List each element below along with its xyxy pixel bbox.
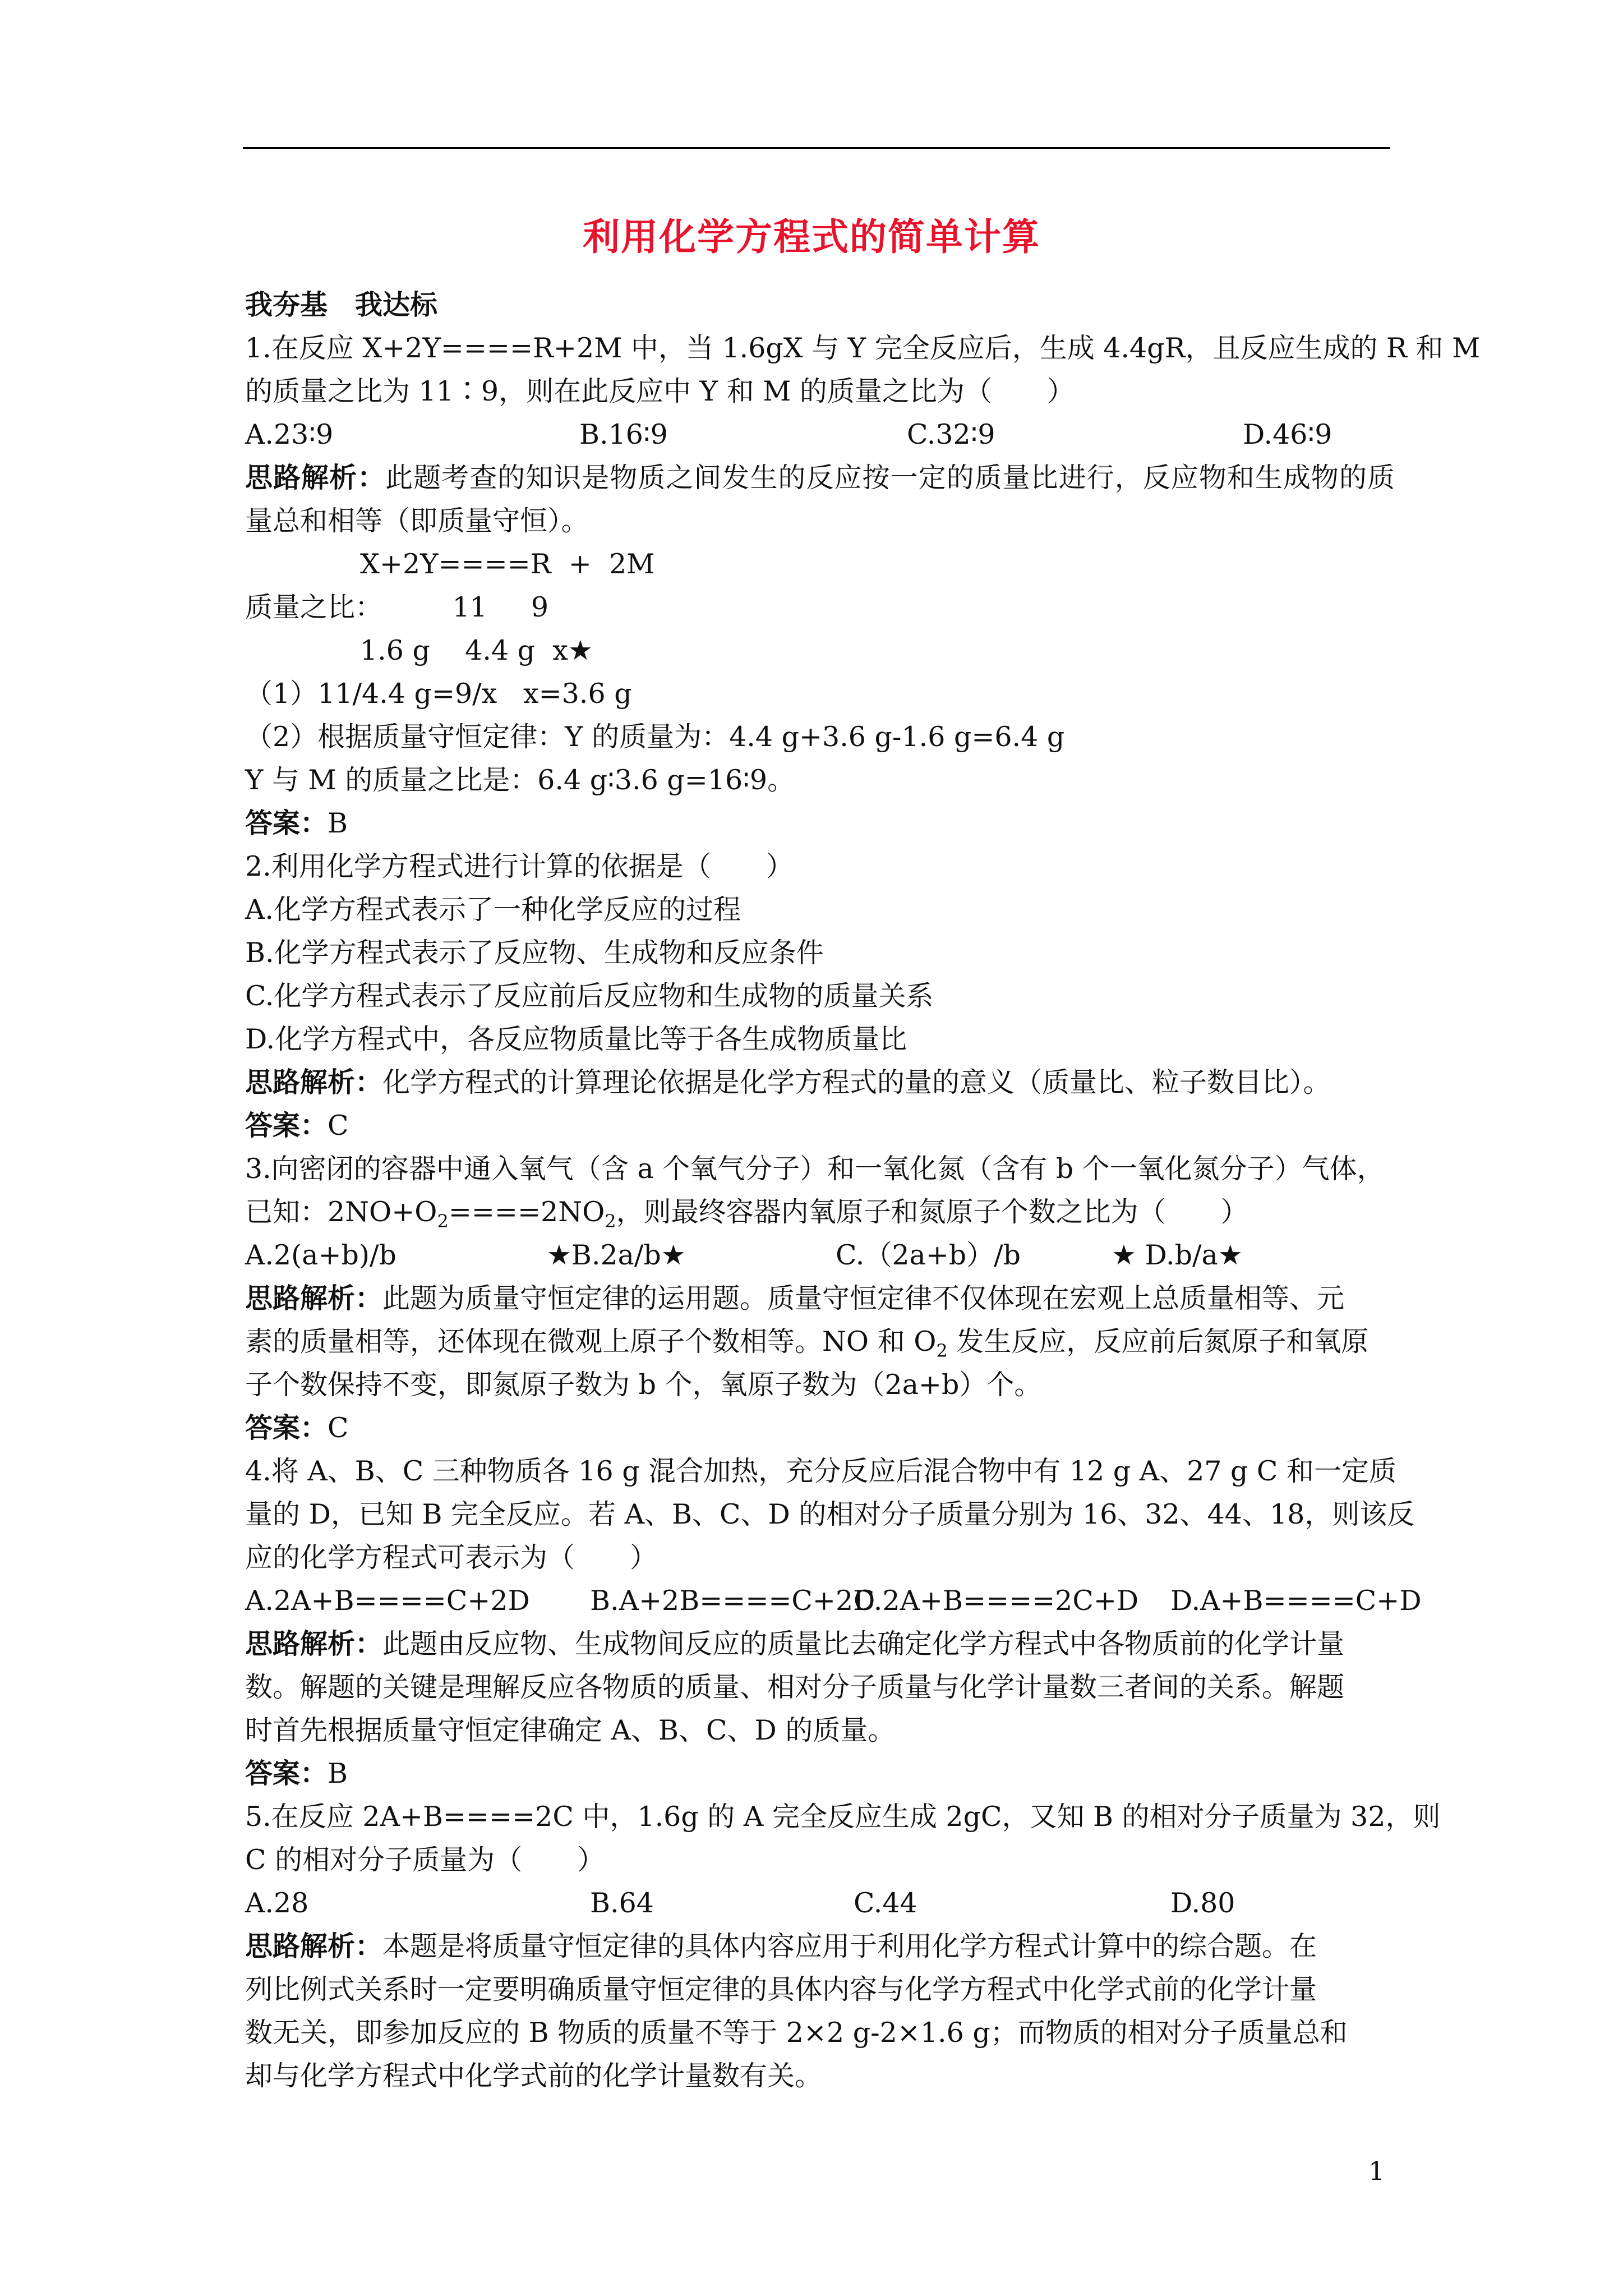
q3-stem-line-1: 3.向密闭的容器中通入氧气（含 a 个氧气分子）和一氧化氮（含有 b 个一氧化氮分子）气体，: [245, 1153, 1385, 1185]
q3-analysis-text-2b: 发生反应，反应前后氮原子和氧原: [947, 1326, 1369, 1358]
q5-option-a: A.28: [245, 1887, 309, 1919]
q1-work-conclusion: Y 与 M 的质量之比是：6.4 g∶3.6 g=16∶9。: [245, 764, 795, 796]
q2-analysis-label: 思路解析：: [245, 1066, 383, 1098]
q4-analysis-line-2: 数。解题的关键是理解反应各物质的质量、相对分子质量与化学计量数三者间的关系。解题: [245, 1671, 1345, 1703]
q1-answer: [245, 802, 1395, 845]
q5-options: [245, 1881, 1395, 1925]
q4-option-b: B.A+2B====C+2D: [590, 1585, 875, 1617]
q3-equation-subscript-2: 2: [605, 1210, 616, 1232]
document-body: [245, 283, 1481, 2097]
q4-answer-value: B: [328, 1757, 348, 1789]
q2-analysis-text: 化学方程式的计算理论依据是化学方程式的量的意义（质量比、粒子数目比）。: [382, 1066, 1331, 1098]
q1-work-equation: X+2Y====R + 2M: [360, 548, 655, 580]
q5-stem-line-1: 5.在反应 2A+B====2C 中，1.6g 的 A 完全反应生成 2gC，又知 B 的相对分子质量为 32，则: [245, 1801, 1441, 1833]
q3-stem-line-2: [245, 1190, 1395, 1234]
q3-options: [245, 1234, 1395, 1277]
q3-analysis-line-2: [245, 1320, 1395, 1363]
q1-answer-value: B: [328, 807, 348, 839]
q4-analysis-line-1: [245, 1622, 1395, 1665]
q3-equation-part-2: ====2NO: [448, 1196, 605, 1228]
q2-option-c: C.化学方程式表示了反应前后反应物和生成物的质量关系: [245, 980, 934, 1012]
q2-option-a: A.化学方程式表示了一种化学反应的过程: [245, 894, 741, 926]
q1-work-step-1: （1）11/4.4 g=9/x x=3.6 g: [245, 678, 632, 710]
q5-option-c: C.44: [854, 1887, 917, 1919]
q5-option-b: B.64: [590, 1887, 654, 1919]
q1-answer-label: 答案：: [245, 807, 328, 839]
q5-analysis-label: 思路解析：: [245, 1930, 383, 1962]
page-number: 1: [1368, 2156, 1385, 2186]
q4-option-d: D.A+B====C+D: [1170, 1585, 1422, 1617]
q3-option-b: ★B.2a/b★: [547, 1239, 686, 1271]
q1-analysis: [245, 456, 1395, 542]
q4-analysis-text-1: 此题由反应物、生成物间反应的质量比去确定化学方程式中各物质前的化学计量: [382, 1628, 1345, 1660]
q5-analysis-line-2: 列比例式关系时一定要明确质量守恒定律的具体内容与化学方程式中化学式前的化学计量: [245, 1973, 1317, 2005]
q3-analysis-text-1: 此题为质量守恒定律的运用题。质量守恒定律不仅体现在宏观上总质量相等、元: [382, 1282, 1345, 1314]
q5-analysis-text-1: 本题是将质量守恒定律的具体内容应用于利用化学方程式计算中的综合题。在: [382, 1930, 1317, 1962]
q4-stem-line-1: 4.将 A、B、C 三种物质各 16 g 混合加热，充分反应后混合物中有 12 g A、27 g C 和一定质: [245, 1455, 1397, 1487]
q1-analysis-label: 思路解析：: [245, 462, 386, 494]
q1-option-c: C.32∶9: [907, 418, 995, 450]
q1-analysis-text: 此题考查的知识是物质之间发生的反应按一定的质量比进行，反应物和生成物的质量总和相等（即质量守恒）。: [245, 462, 1395, 537]
q1-stem-line-1: 1.在反应 X+2Y====R+2M 中，当 1.6gX 与 Y 完全反应后，生成 4.4gR，且反应生成的 R 和 M: [245, 332, 1481, 364]
q3-equation-part-1: 已知：2NO+O: [245, 1196, 437, 1228]
q1-option-d: D.46∶9: [1243, 418, 1332, 450]
q3-answer: [245, 1406, 1395, 1450]
q3-option-c: C.（2a+b）/b: [836, 1239, 1021, 1271]
q2-answer-value: C: [328, 1110, 349, 1142]
q2-option-b: B.化学方程式表示了反应物、生成物和反应条件: [245, 937, 824, 969]
q4-answer: [245, 1752, 1395, 1795]
q4-option-a: A.2A+B====C+2D: [245, 1585, 530, 1617]
header-rule: [243, 147, 1390, 149]
q5-stem-line-2: C 的相对分子质量为（ ）: [245, 1844, 605, 1876]
q3-analysis-line-1: [245, 1277, 1395, 1320]
q4-analysis-line-3: 时首先根据质量守恒定律确定 A、B、C、D 的质量。: [245, 1714, 896, 1746]
q2-analysis: [245, 1061, 1395, 1104]
q1-work-masses: 1.6 g 4.4 g x★: [360, 634, 593, 666]
q4-options: [245, 1579, 1422, 1622]
q1-stem-line-2: 的质量之比为 11∶9，则在此反应中 Y 和 M 的质量之比为（ ）: [245, 375, 1075, 407]
q3-analysis-line-3: 子个数保持不变，即氮原子数为 b 个，氧原子数为（2a+b）个。: [245, 1369, 1042, 1401]
q3-answer-value: C: [328, 1412, 349, 1444]
q3-option-a: A.2(a+b)/b: [245, 1239, 396, 1271]
q5-analysis-line-4: 却与化学方程式中化学式前的化学计量数有关。: [245, 2060, 823, 2092]
q2-answer-label: 答案：: [245, 1110, 328, 1142]
q4-stem-line-3: 应的化学方程式可表示为（ ）: [245, 1542, 658, 1573]
q3-answer-label: 答案：: [245, 1412, 328, 1444]
q1-option-a: A.23∶9: [245, 418, 334, 450]
q3-equation-subscript-1: 2: [437, 1210, 449, 1232]
q1-work-ratio: 质量之比： 11 9: [245, 591, 549, 623]
q3-analysis-text-2a: 素的质量相等，还体现在微观上原子个数相等。NO 和 O: [245, 1326, 937, 1358]
q4-answer-label: 答案：: [245, 1757, 328, 1789]
q5-analysis-line-1: [245, 1925, 1395, 1968]
q1-option-b: B.16∶9: [579, 418, 668, 450]
q5-option-d: D.80: [1170, 1887, 1235, 1919]
q3-option-d: ★ D.b/a★: [1112, 1239, 1243, 1271]
q1-options: [245, 413, 1395, 456]
q2-stem: 2.利用化学方程式进行计算的依据是（ ）: [245, 850, 794, 882]
q4-option-c: C.2A+B====2C+D: [854, 1585, 1139, 1617]
q2-answer: [245, 1104, 1395, 1147]
q1-work-step-2: （2）根据质量守恒定律：Y 的质量为：4.4 g+3.6 g-1.6 g=6.4 g: [245, 721, 1065, 753]
q3-stem-question: ，则最终容器内氧原子和氮原子个数之比为（ ）: [616, 1196, 1248, 1228]
page-title: 利用化学方程式的简单计算: [583, 215, 1040, 259]
q2-option-d: D.化学方程式中，各反应物质量比等于各生成物质量比: [245, 1023, 907, 1055]
q4-stem-line-2: 量的 D，已知 B 完全反应。若 A、B、C、D 的相对分子质量分别为 16、32、44、18，则该反: [245, 1498, 1415, 1530]
section-heading: 我夯基 我达标: [245, 289, 438, 321]
q4-analysis-label: 思路解析：: [245, 1628, 383, 1660]
q5-analysis-line-3: 数无关，即参加反应的 B 物质的质量不等于 2×2 g-2×1.6 g；而物质的相对分子质量总和: [245, 2017, 1348, 2049]
q3-analysis-label: 思路解析：: [245, 1282, 383, 1314]
q3-analysis-subscript: 2: [936, 1340, 948, 1361]
